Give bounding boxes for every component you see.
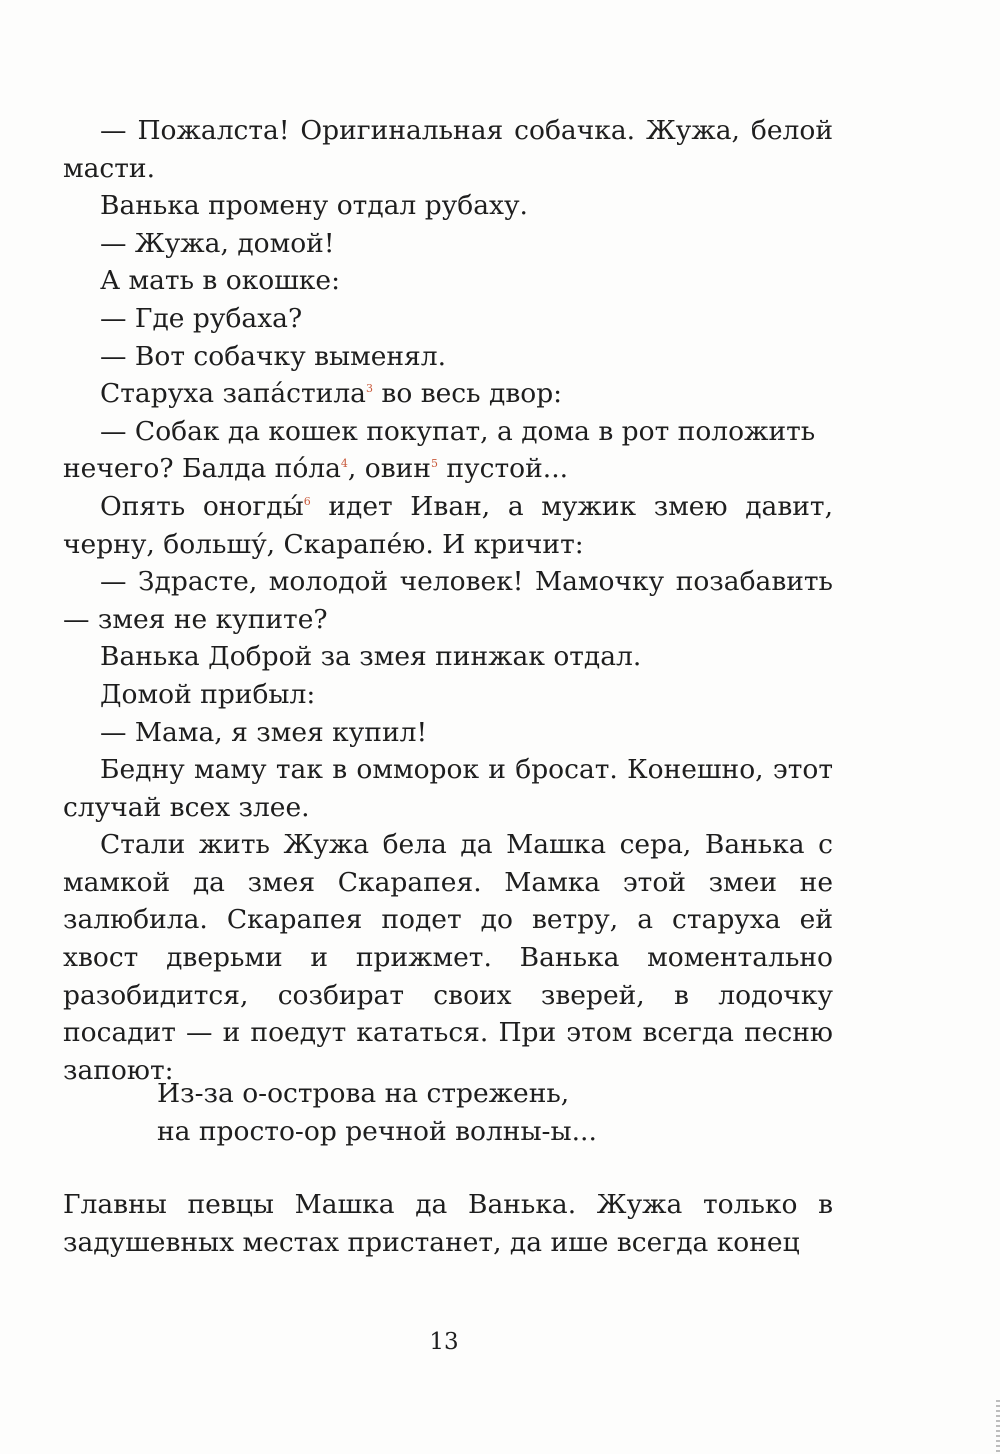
closing-text — [63, 1186, 833, 1261]
poem-line: Из-за о-острова на стрежень, — [157, 1078, 570, 1109]
paragraph: — Мама, я змея купил! — [100, 716, 428, 748]
poem-line: на просто-ор речной волны-ы... — [157, 1115, 597, 1147]
page-edge-mark — [996, 1400, 1000, 1454]
paragraph: Стали жить Жужа бела да Машка сера, Ванька с мамкой да змея Скарапея. Мамка этой змеи не залюбила. Скарапея подет до ветру, а старуха ей хвост дверьми и прижмет. Ванька моментально разобидится, созбират своих зверей, в лодочку посадит — и поедут кататься. При этом всегда песню запоют: — [63, 829, 833, 1086]
paragraph: — Пожалста! Оригинальная собачка. Жужа, белой масти. — [63, 115, 833, 184]
paragraph: Бедну маму так в омморок и бросат. Конешно, этот случай всех злее. — [63, 754, 833, 823]
paragraph: — Где рубаха? — [100, 302, 303, 334]
main-text — [63, 112, 833, 1089]
text-run: нечего? Балда пóла — [63, 453, 341, 485]
text-run: , овин — [347, 453, 431, 485]
text-run: во весь двор: — [372, 378, 563, 410]
paragraph — [63, 488, 833, 563]
footnote-marker: 4 — [340, 457, 348, 471]
paragraph — [63, 450, 833, 488]
footnote-marker: 5 — [430, 457, 438, 471]
text-run: идет Иван, а мужик змею давит, черну, большу́, Скарапéю. И кричит: — [63, 490, 833, 560]
paragraph: Главны певцы Машка да Ванька. Жужа только в задушевных местах пристанет, да ише всегда конец — [63, 1189, 833, 1258]
poem-verse — [157, 1075, 817, 1150]
paragraph: — Здрасте, молодой человек! Мамочку позабавить — змея не купите? — [63, 566, 833, 635]
text-run: Опять оногды́ — [100, 490, 304, 522]
paragraph: Ванька промену отдал рубаху. — [100, 190, 528, 222]
paragraph: Ванька Доброй за змея пинжак отдал. — [100, 641, 642, 673]
text-run: пустой... — [437, 453, 569, 485]
paragraph — [63, 375, 833, 413]
paragraph: — Жужа, домой! — [100, 227, 335, 259]
paragraph: А мать в окошке: — [100, 265, 341, 297]
paragraph: Домой прибыл: — [100, 678, 316, 710]
paragraph: — Вот собачку выменял. — [100, 340, 447, 372]
footnote-marker: 6 — [303, 495, 311, 509]
page-number: 13 — [429, 1329, 459, 1355]
footnote-marker: 3 — [365, 382, 373, 396]
paragraph: — Собак да кошек покупат, а дома в рот положить — [100, 415, 816, 447]
text-run: Старуха запáстила — [100, 378, 366, 410]
